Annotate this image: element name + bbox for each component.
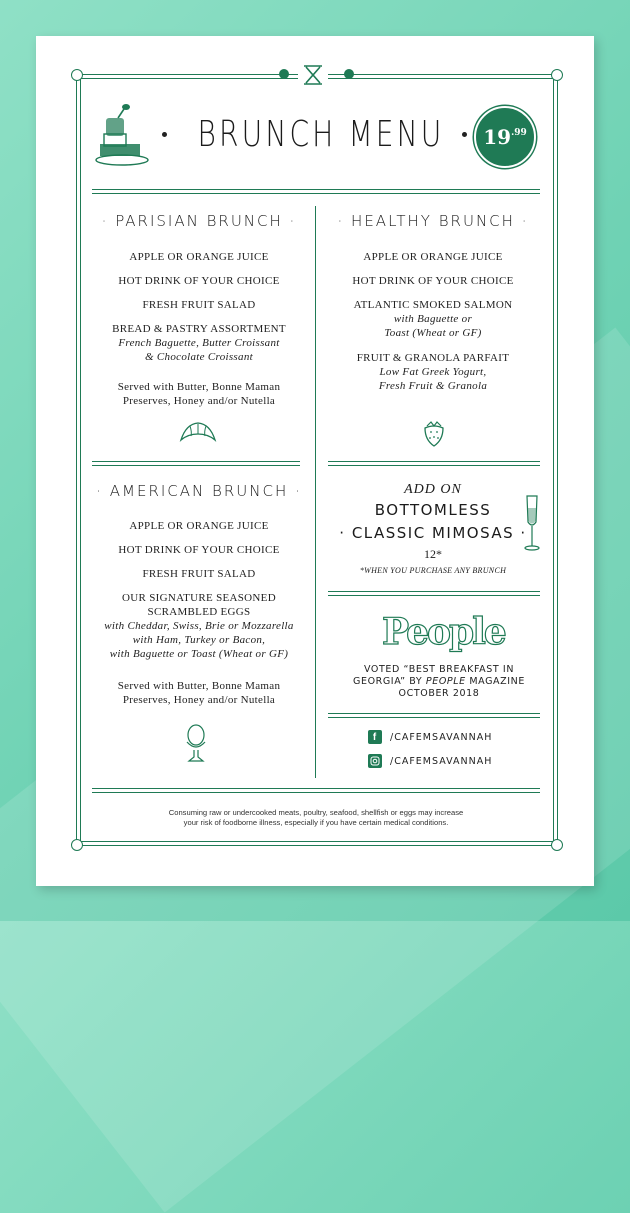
- list-item: [92, 322, 306, 364]
- list-item: [92, 591, 306, 661]
- divider-mid-left: [92, 465, 300, 466]
- item-desc: Toast (Wheat or GF): [384, 327, 482, 339]
- american-title: · AMERICAN BRUNCH ·: [96, 482, 302, 500]
- addon-note: *WHEN YOU PURCHASE ANY BRUNCH: [359, 566, 507, 575]
- page-title: BRUNCH MENU: [197, 114, 445, 155]
- item-desc: with Ham, Turkey or Bacon,: [132, 634, 266, 646]
- item-title: FRUIT & GRANOLA PARFAIT: [356, 352, 510, 364]
- divider-mid-right: [328, 461, 540, 462]
- served-line: Preserves, Honey and/or Nutella: [122, 395, 276, 407]
- divider-top: [92, 189, 540, 190]
- croissant-icon: [178, 420, 218, 451]
- column-divider: [315, 206, 316, 778]
- parisian-title: · PARISIAN BRUNCH ·: [101, 212, 297, 230]
- ornament-dot-left: [279, 69, 289, 79]
- divider-top: [92, 193, 540, 194]
- addon-title: · CLASSIC MIMOSAS ·: [339, 524, 527, 542]
- press-line: OCTOBER 2018: [398, 688, 480, 699]
- list-item: APPLE OR ORANGE JUICE: [129, 251, 269, 263]
- press-line: [328, 676, 550, 688]
- list-item: FRESH FRUIT SALAD: [142, 568, 256, 580]
- facebook-handle[interactable]: /CAFEMSAVANNAH: [390, 731, 493, 743]
- list-item: HOT DRINK OF YOUR CHOICE: [118, 544, 280, 556]
- list-item: HOT DRINK OF YOUR CHOICE: [118, 275, 280, 287]
- divider-mid-right: [328, 465, 540, 466]
- title-dot-left: [162, 132, 167, 137]
- facebook-icon: f: [368, 730, 382, 744]
- served-line: Preserves, Honey and/or Nutella: [122, 694, 276, 706]
- item-desc: with Baguette or: [393, 313, 473, 325]
- divider-addon: [328, 591, 540, 592]
- item-title: BREAD & PASTRY ASSORTMENT: [112, 323, 286, 335]
- price-main: 19: [483, 125, 512, 149]
- health-disclaimer: [76, 808, 556, 828]
- item-desc: Low Fat Greek Yogurt,: [379, 366, 487, 378]
- title-dot-right: [462, 132, 467, 137]
- divider-press: [328, 713, 540, 714]
- frame-corner-ornament: [551, 69, 563, 81]
- champagne-glass-icon: [522, 494, 542, 559]
- list-item: [326, 351, 540, 393]
- divider-mid-left: [92, 461, 300, 462]
- served-note: [92, 679, 306, 707]
- addon-price: 12*: [424, 547, 442, 561]
- press-quote: [328, 664, 550, 700]
- item-title: ATLANTIC SMOKED SALMON: [353, 299, 513, 311]
- list-item: APPLE OR ORANGE JUICE: [129, 520, 269, 532]
- list-item: HOT DRINK OF YOUR CHOICE: [352, 275, 514, 287]
- divider-bottom: [92, 788, 540, 789]
- item-desc: French Baguette, Butter Croissant: [118, 337, 280, 349]
- addon-title: BOTTOMLESS: [374, 501, 492, 519]
- served-line: Served with Butter, Bonne Maman: [117, 381, 281, 393]
- item-title: OUR SIGNATURE SEASONED: [122, 592, 276, 604]
- divider-bottom: [92, 792, 540, 793]
- item-title: SCRAMBLED EGGS: [147, 606, 251, 618]
- people-logo: People: [382, 611, 505, 653]
- strawberry-icon: [421, 420, 447, 453]
- divider-addon: [328, 595, 540, 596]
- item-desc: Fresh Fruit & Granola: [378, 380, 488, 392]
- divider-press: [328, 717, 540, 718]
- price-badge: [474, 106, 536, 168]
- list-item: [326, 298, 540, 340]
- instagram-icon: [368, 754, 382, 768]
- monogram-logo: [298, 64, 328, 86]
- served-line: Served with Butter, Bonne Maman: [117, 680, 281, 692]
- price-cents: .99: [511, 128, 527, 138]
- healthy-title: · HEALTHY BRUNCH ·: [337, 212, 529, 230]
- press-text: GEORGIA” BY: [353, 676, 426, 687]
- addon-label: ADD ON: [404, 482, 462, 497]
- facebook-link[interactable]: [368, 730, 492, 744]
- list-item: FRESH FRUIT SALAD: [142, 299, 256, 311]
- item-desc: with Cheddar, Swiss, Brie or Mozzarella: [104, 620, 294, 632]
- instagram-handle[interactable]: /CAFEMSAVANNAH: [390, 755, 493, 767]
- press-magazine: PEOPLE: [425, 676, 466, 687]
- item-desc: & Chocolate Croissant: [145, 351, 253, 363]
- ornament-dot-right: [344, 69, 354, 79]
- egg-cup-icon: [184, 724, 208, 769]
- menu-paper: [36, 36, 594, 886]
- press-text: MAGAZINE: [465, 676, 525, 687]
- disclaimer-line: your risk of foodborne illness, especially if you have certain medical conditions.: [183, 818, 449, 827]
- frame-corner-ornament: [551, 839, 563, 851]
- item-desc: with Baguette or Toast (Wheat or GF): [109, 648, 289, 660]
- disclaimer-line: Consuming raw or undercooked meats, poultry, seafood, shellfish or eggs may increase: [168, 808, 464, 817]
- served-note: [92, 380, 306, 408]
- honey-toast-icon: [92, 104, 154, 173]
- frame-corner-ornament: [71, 839, 83, 851]
- frame-corner-ornament: [71, 69, 83, 81]
- instagram-link[interactable]: [368, 754, 492, 768]
- list-item: APPLE OR ORANGE JUICE: [363, 251, 503, 263]
- press-line: VOTED “BEST BREAKFAST IN: [363, 664, 515, 675]
